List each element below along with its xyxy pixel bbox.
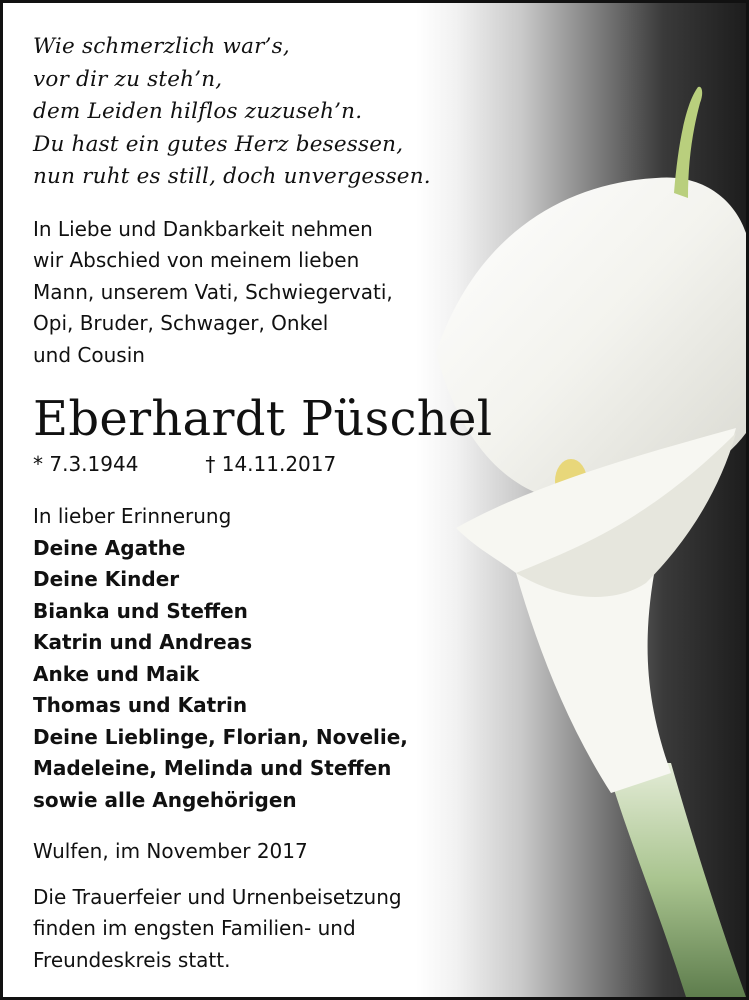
mourner-line: Deine Kinder <box>33 567 180 591</box>
life-dates <box>33 449 613 479</box>
mourner-line: Bianka und Steffen <box>33 598 248 623</box>
remembrance-block <box>33 501 613 816</box>
funeral-note-line: finden im engsten Familien- und <box>33 916 356 940</box>
poem <box>33 31 613 194</box>
intro-line: wir Abschied von meinem lieben <box>33 248 360 272</box>
mourner-line: Anke und Maik <box>33 661 200 686</box>
funeral-note <box>33 882 613 977</box>
death-date: † 14.11.2017 <box>205 452 337 476</box>
intro-line: und Cousin <box>33 342 145 367</box>
mourner-line: Deine Agathe <box>33 535 186 560</box>
poem-line: Wie schmerzlich war’s, <box>33 34 290 59</box>
funeral-note-line: Freundeskreis statt. <box>33 947 231 972</box>
mourner-line: sowie alle Angehörigen <box>33 787 297 812</box>
birth-date: * 7.3.1944 <box>33 452 139 476</box>
mourner-line: Katrin und Andreas <box>33 630 253 654</box>
poem-line: Du hast ein gutes Herz besessen, <box>33 131 404 157</box>
poem-line: vor dir zu steh’n, <box>33 66 223 92</box>
intro-text <box>33 214 613 372</box>
intro-line: Mann, unserem Vati, Schwiegervati, <box>33 279 393 304</box>
poem-line: nun ruht es still, doch unvergessen. <box>33 164 431 189</box>
mourner-line: Madeleine, Melinda und Steffen <box>33 756 392 780</box>
funeral-note-line: Die Trauerfeier und Urnenbeisetzung <box>33 884 402 909</box>
remembrance-heading: In lieber Erinnerung <box>33 504 232 528</box>
poem-line: dem Leiden hilflos zuzuseh’n. <box>33 99 363 124</box>
deceased-name: Eberhardt Püschel <box>33 391 493 447</box>
mourner-line: Deine Lieblinge, Florian, Novelie, <box>33 724 408 749</box>
intro-line: Opi, Bruder, Schwager, Onkel <box>33 311 329 335</box>
mourner-line: Thomas und Katrin <box>33 693 248 717</box>
intro-line: In Liebe und Dankbarkeit nehmen <box>33 216 373 241</box>
place-and-date: Wulfen, im November 2017 <box>33 839 308 863</box>
